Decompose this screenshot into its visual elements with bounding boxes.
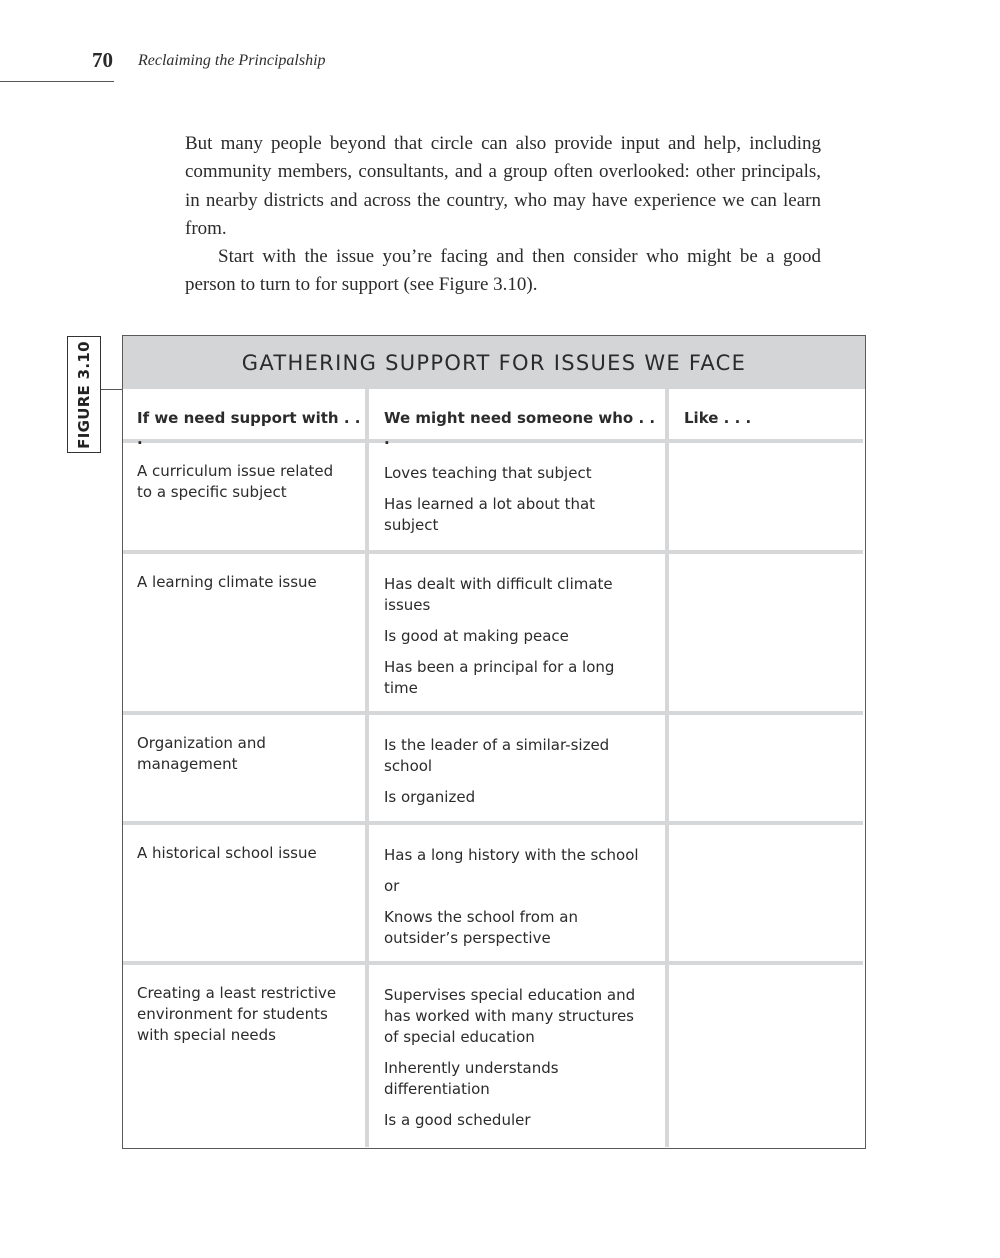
figure-connector-line [101, 389, 123, 390]
trait-item: Has learned a lot about that subject [384, 495, 596, 534]
trait-item: Is the leader of a similar-sized school [384, 736, 610, 775]
issue-cell: Creating a least restrictive environment for students with special needs [123, 965, 369, 1147]
paragraph: But many people beyond that circle can also provide input and help, including community members, consultants, and a group often overlooked: other principals, in nearby districts and across the country, who may have experience we can learn from. [185, 133, 821, 239]
body-text [185, 130, 821, 300]
trait-item: Is a good scheduler [384, 1111, 531, 1129]
like-cell [669, 825, 863, 965]
figure-title: GATHERING SUPPORT FOR ISSUES WE FACE [123, 336, 865, 389]
header-rule [0, 81, 114, 82]
figure-label [67, 336, 101, 453]
trait-item: Inherently understands differentiation [384, 1059, 559, 1098]
someone-who-cell [369, 443, 669, 554]
someone-who-cell [369, 965, 669, 1147]
trait-item: or [384, 877, 400, 895]
like-cell [669, 554, 863, 715]
trait-item: Has dealt with difficult climate issues [384, 575, 613, 614]
like-cell [669, 965, 863, 1147]
paragraph: Start with the issue you’re facing and then consider who might be a good person to turn to for support (see Figure 3.10). [185, 246, 821, 296]
trait-item: Knows the school from an outsider’s perspective [384, 908, 578, 947]
issue-cell: A curriculum issue related to a specific subject [123, 443, 369, 554]
trait-item: Supervises special education and has worked with many structures of special education [384, 986, 636, 1046]
column-header: If we need support with . . . [123, 389, 369, 443]
trait-item: Is good at making peace [384, 627, 569, 645]
column-header: Like . . . [669, 389, 863, 443]
running-head [0, 48, 400, 78]
someone-who-cell [369, 715, 669, 825]
trait-item: Is organized [384, 788, 476, 806]
issue-cell: Organization and management [123, 715, 369, 825]
someone-who-cell [369, 825, 669, 965]
figure-table [122, 335, 866, 1149]
trait-item: Has a long history with the school [384, 846, 639, 864]
like-cell [669, 443, 863, 554]
figure-label-text: FIGURE 3.10 [75, 340, 93, 449]
someone-who-cell [369, 554, 669, 715]
trait-item: Has been a principal for a long time [384, 658, 615, 697]
trait-item: Loves teaching that subject [384, 464, 592, 482]
page-number: 70 [92, 48, 113, 72]
issue-cell: A learning climate issue [123, 554, 369, 715]
book-title: Reclaiming the Principalship [138, 52, 326, 69]
table-grid [123, 389, 865, 1147]
issue-cell: A historical school issue [123, 825, 369, 965]
like-cell [669, 715, 863, 825]
column-header: We might need someone who . . . [369, 389, 669, 443]
